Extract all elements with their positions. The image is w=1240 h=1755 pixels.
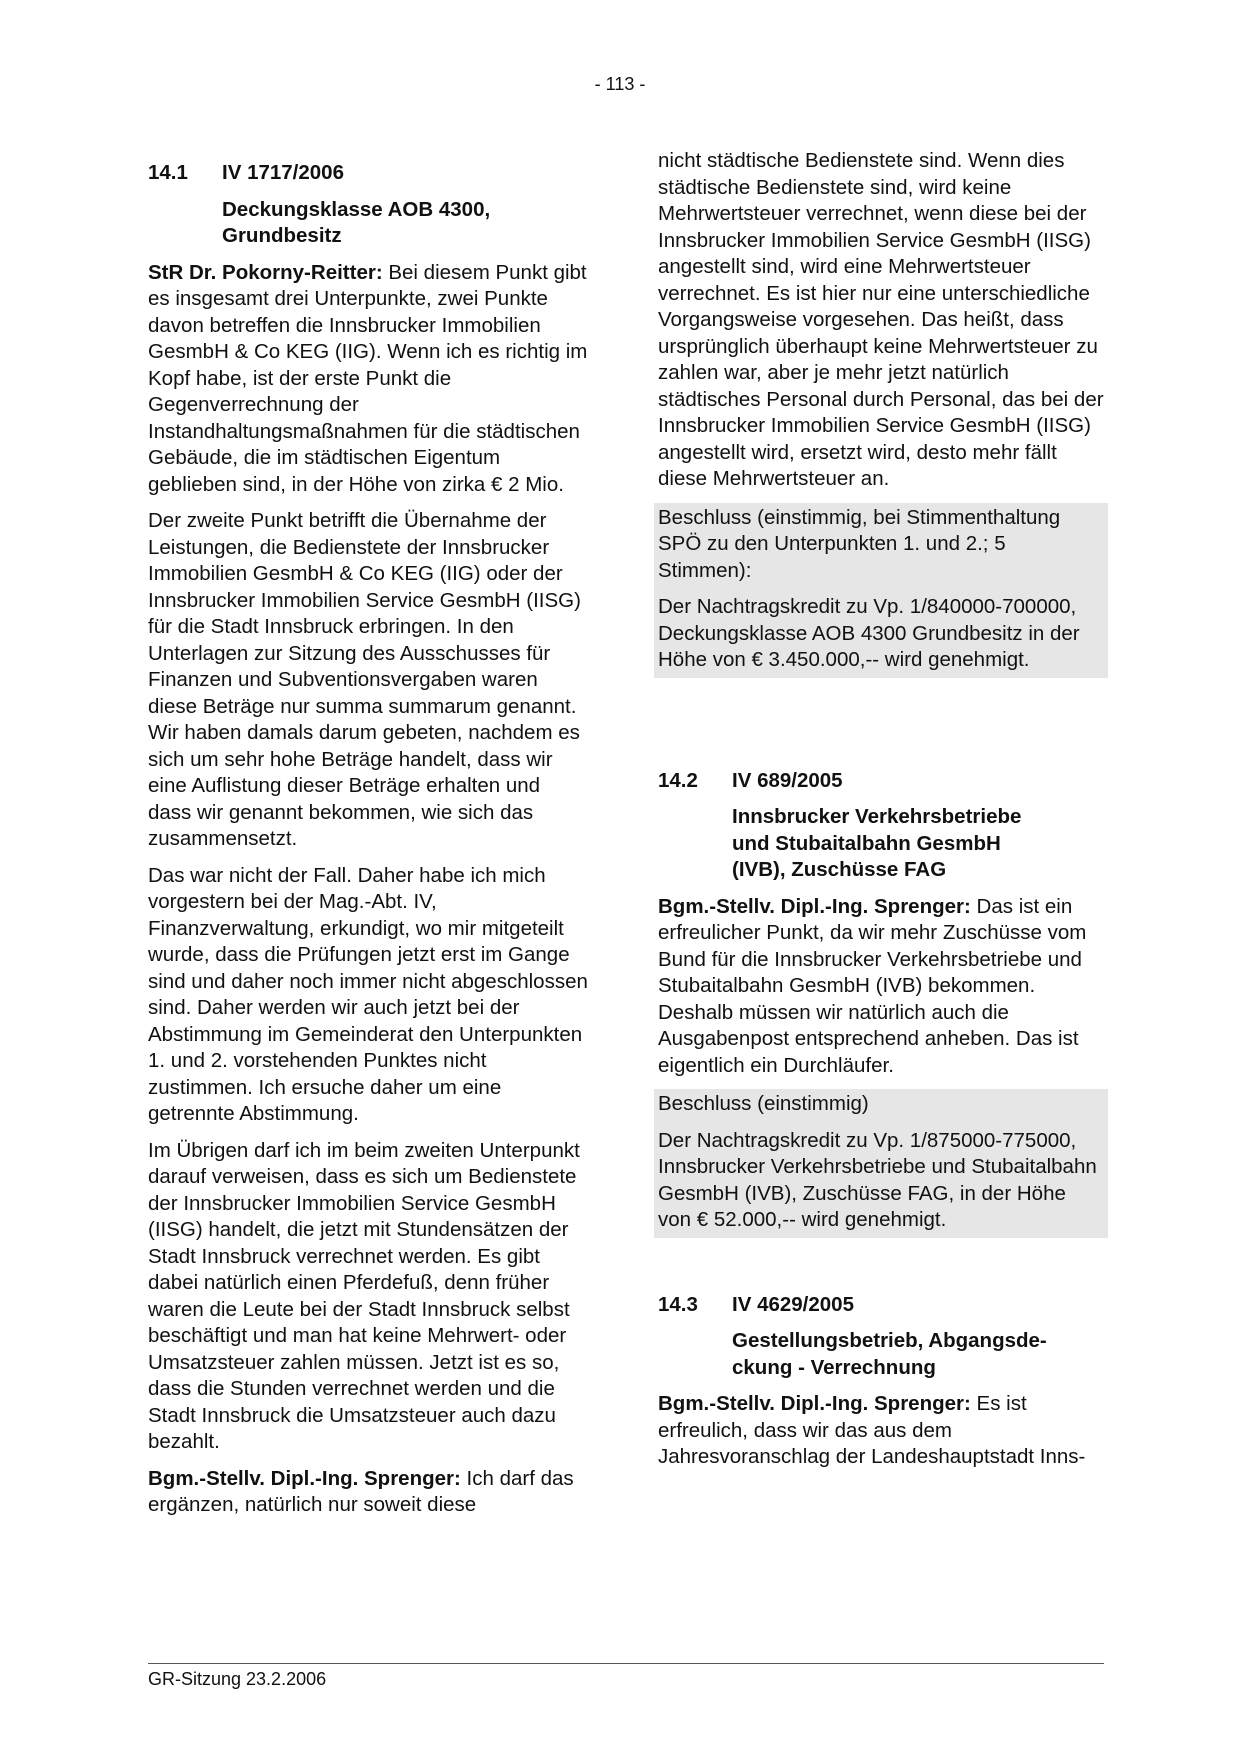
right-column [658, 148, 1104, 1481]
paragraph [148, 260, 588, 499]
section-number: 14.1 [148, 161, 188, 184]
speaker-name: Bgm.-Stellv. Dipl.-Ing. Sprenger: [658, 1392, 971, 1415]
section-title-line: (IVB), Zuschüsse FAG [732, 858, 947, 881]
decision-heading: Beschluss (einstimmig, bei Stimmenthaltung SPÖ zu den Unterpunkten 1. und 2.; 5 Stimmen): [658, 505, 1061, 582]
section-title-line: Deckungsklasse AOB 4300, [222, 197, 491, 221]
spacer [658, 1238, 1104, 1292]
speaker-name: StR Dr. Pokorny-Reitter: [148, 260, 383, 284]
section-number: 14.3 [658, 1292, 698, 1316]
section-reference: IV 689/2005 [732, 768, 843, 792]
section-title-14-1 [222, 197, 588, 250]
decision-text: Der Nachtragskredit zu Vp. 1/875000-775000, Innsbrucker Verkehrsbetriebe und Stubaitalbahn GesmbH (IVB), Zuschüsse FAG, in der Höhe von € 52.000,-- wird genehmigt. [658, 1128, 1097, 1231]
section-title-line: ckung - Verrechnung [732, 1355, 936, 1379]
speech-text: Ich darf das ergänzen, natürlich nur soweit diese [148, 1466, 574, 1516]
section-reference: IV 4629/2005 [732, 1292, 854, 1316]
section-title-line: und Stubaitalbahn GesmbH [732, 831, 1001, 855]
paragraph [658, 894, 1104, 1080]
paragraph [658, 1391, 1104, 1471]
decision-text: Der Nachtragskredit zu Vp. 1/840000-700000, Deckungsklasse AOB 4300 Grundbesitz in der Höhe von € 3.450.000,-- wird genehmigt. [658, 595, 1080, 671]
section-heading-14-3 [658, 1292, 1104, 1319]
footer-divider [148, 1663, 1104, 1664]
section-title-line: Innsbrucker Verkehrsbetriebe [732, 805, 1022, 828]
paragraph [148, 1466, 588, 1519]
page-number: - 113 - [594, 74, 646, 94]
section-heading-14-1 [148, 160, 588, 187]
decision-heading: Beschluss (einstimmig) [658, 1092, 869, 1115]
section-title-14-3 [732, 1328, 1104, 1381]
speech-text: Es ist erfreulich, dass wir das aus dem Jahresvoranschlag der Landeshauptstadt Inns- [658, 1392, 1086, 1468]
section-title-14-2 [732, 804, 1104, 884]
section-title-line: Grundbesitz [222, 224, 342, 247]
decision-box-14-1 [654, 503, 1108, 678]
paragraph: Der zweite Punkt betrifft die Übernahme der Leistungen, die Bedienstete der Innsbrucker Immobilien GesmbH & Co KEG (IIG) oder der Innsbrucker Immobilien Service GesmbH (IISG) für die Stadt Innsbruck erbringen. In den Unterlagen zur Sitzung des Ausschusses für Finanzen und Subventionsvergaben waren diese Beträge nur summa summarum genannt. Wir haben damals darum gebeten, nachdem es sich um sehr hohe Beträge handelt, dass wir eine Auflistung dieser Beträge erhalten und dass wir genannt bekommen, wie sich das zusammensetzt. [148, 509, 581, 850]
speaker-name: Bgm.-Stellv. Dipl.-Ing. Sprenger: [148, 1466, 461, 1490]
left-column [148, 160, 588, 1529]
section-title-line: Gestellungsbetrieb, Abgangsde- [732, 1329, 1047, 1352]
footer-session-label: GR-Sitzung 23.2.2006 [148, 1669, 327, 1689]
paragraph: Im Übrigen darf ich im beim zweiten Unterpunkt darauf verweisen, dass es sich um Bedienstete der Innsbrucker Immobilien Service GesmbH (IISG) handelt, die jetzt mit Stundensätzen der Stadt Innsbruck verrechnet werden. Es gibt dabei natürlich einen Pferdefuß, denn früher waren die Leute bei der Stadt Innsbruck selbst beschäftigt und man hat keine Mehrwert- oder Umsatzsteuer zahlen müssen. Jetzt ist es so, dass die Stunden verrechnet werden und die Stadt Innsbruck die Umsatzsteuer auch dazu bezahlt. [148, 1138, 580, 1453]
section-heading-14-2 [658, 768, 1104, 795]
spacer [658, 678, 1104, 768]
speech-text: Bei diesem Punkt gibt es insgesamt drei Unterpunkte, zwei Punkte davon betreffen die Innsbrucker Immobilien GesmbH & Co KEG (IIG). Wenn ich es richtig im Kopf habe, ist der erste Punkt die Gegenverrechnung der Instandhaltungsmaßnahmen für die städtischen Gebäude, die im städtischen Eigentum geblieben sind, in der Höhe von zirka € 2 Mio. [148, 260, 588, 496]
speaker-name: Bgm.-Stellv. Dipl.-Ing. Sprenger: [658, 894, 971, 918]
section-reference: IV 1717/2006 [222, 161, 344, 184]
paragraph: Das war nicht der Fall. Daher habe ich mich vorgestern bei der Mag.-Abt. IV, Finanzverwaltung, erkundigt, wo mir mitgeteilt wurde, dass die Prüfungen jetzt erst im Gange sind und daher noch immer nicht abgeschlossen sind. Daher werden wir auch jetzt bei der Abstimmung im Gemeinderat den Unterpunkten 1. und 2. vorstehenden Punktes nicht zustimmen. Ich ersuche daher um eine getrennte Abstimmung. [148, 863, 588, 1125]
speech-text: Das ist ein erfreulicher Punkt, da wir mehr Zuschüsse vom Bund für die Innsbrucker Verkehrsbetriebe und Stubaitalbahn GesmbH (IVB) bekommen. Deshalb müssen wir natürlich auch die Ausgabenpost entsprechend anheben. Das ist eigentlich ein Durchläufer. [658, 894, 1087, 1077]
decision-box-14-2 [654, 1089, 1108, 1238]
section-number: 14.2 [658, 768, 698, 792]
paragraph: nicht städtische Bedienstete sind. Wenn dies städtische Bedienstete sind, wird keine Mehrwertsteuer verrechnet, wenn diese bei der Innsbrucker Immobilien Service GesmbH (IISG) angestellt sind, wird eine Mehrwertsteuer verrechnet. Es ist hier nur eine unterschiedliche Vorgangsweise vorgesehen. Das heißt, dass ursprünglich überhaupt keine Mehrwertsteuer zu zahlen war, aber je mehr jetzt natürlich städtisches Personal durch Personal, das bei der Innsbrucker Immobilien Service GesmbH (IISG) angestellt wird, ersetzt wird, desto mehr fällt diese Mehrwertsteuer an. [658, 149, 1104, 490]
